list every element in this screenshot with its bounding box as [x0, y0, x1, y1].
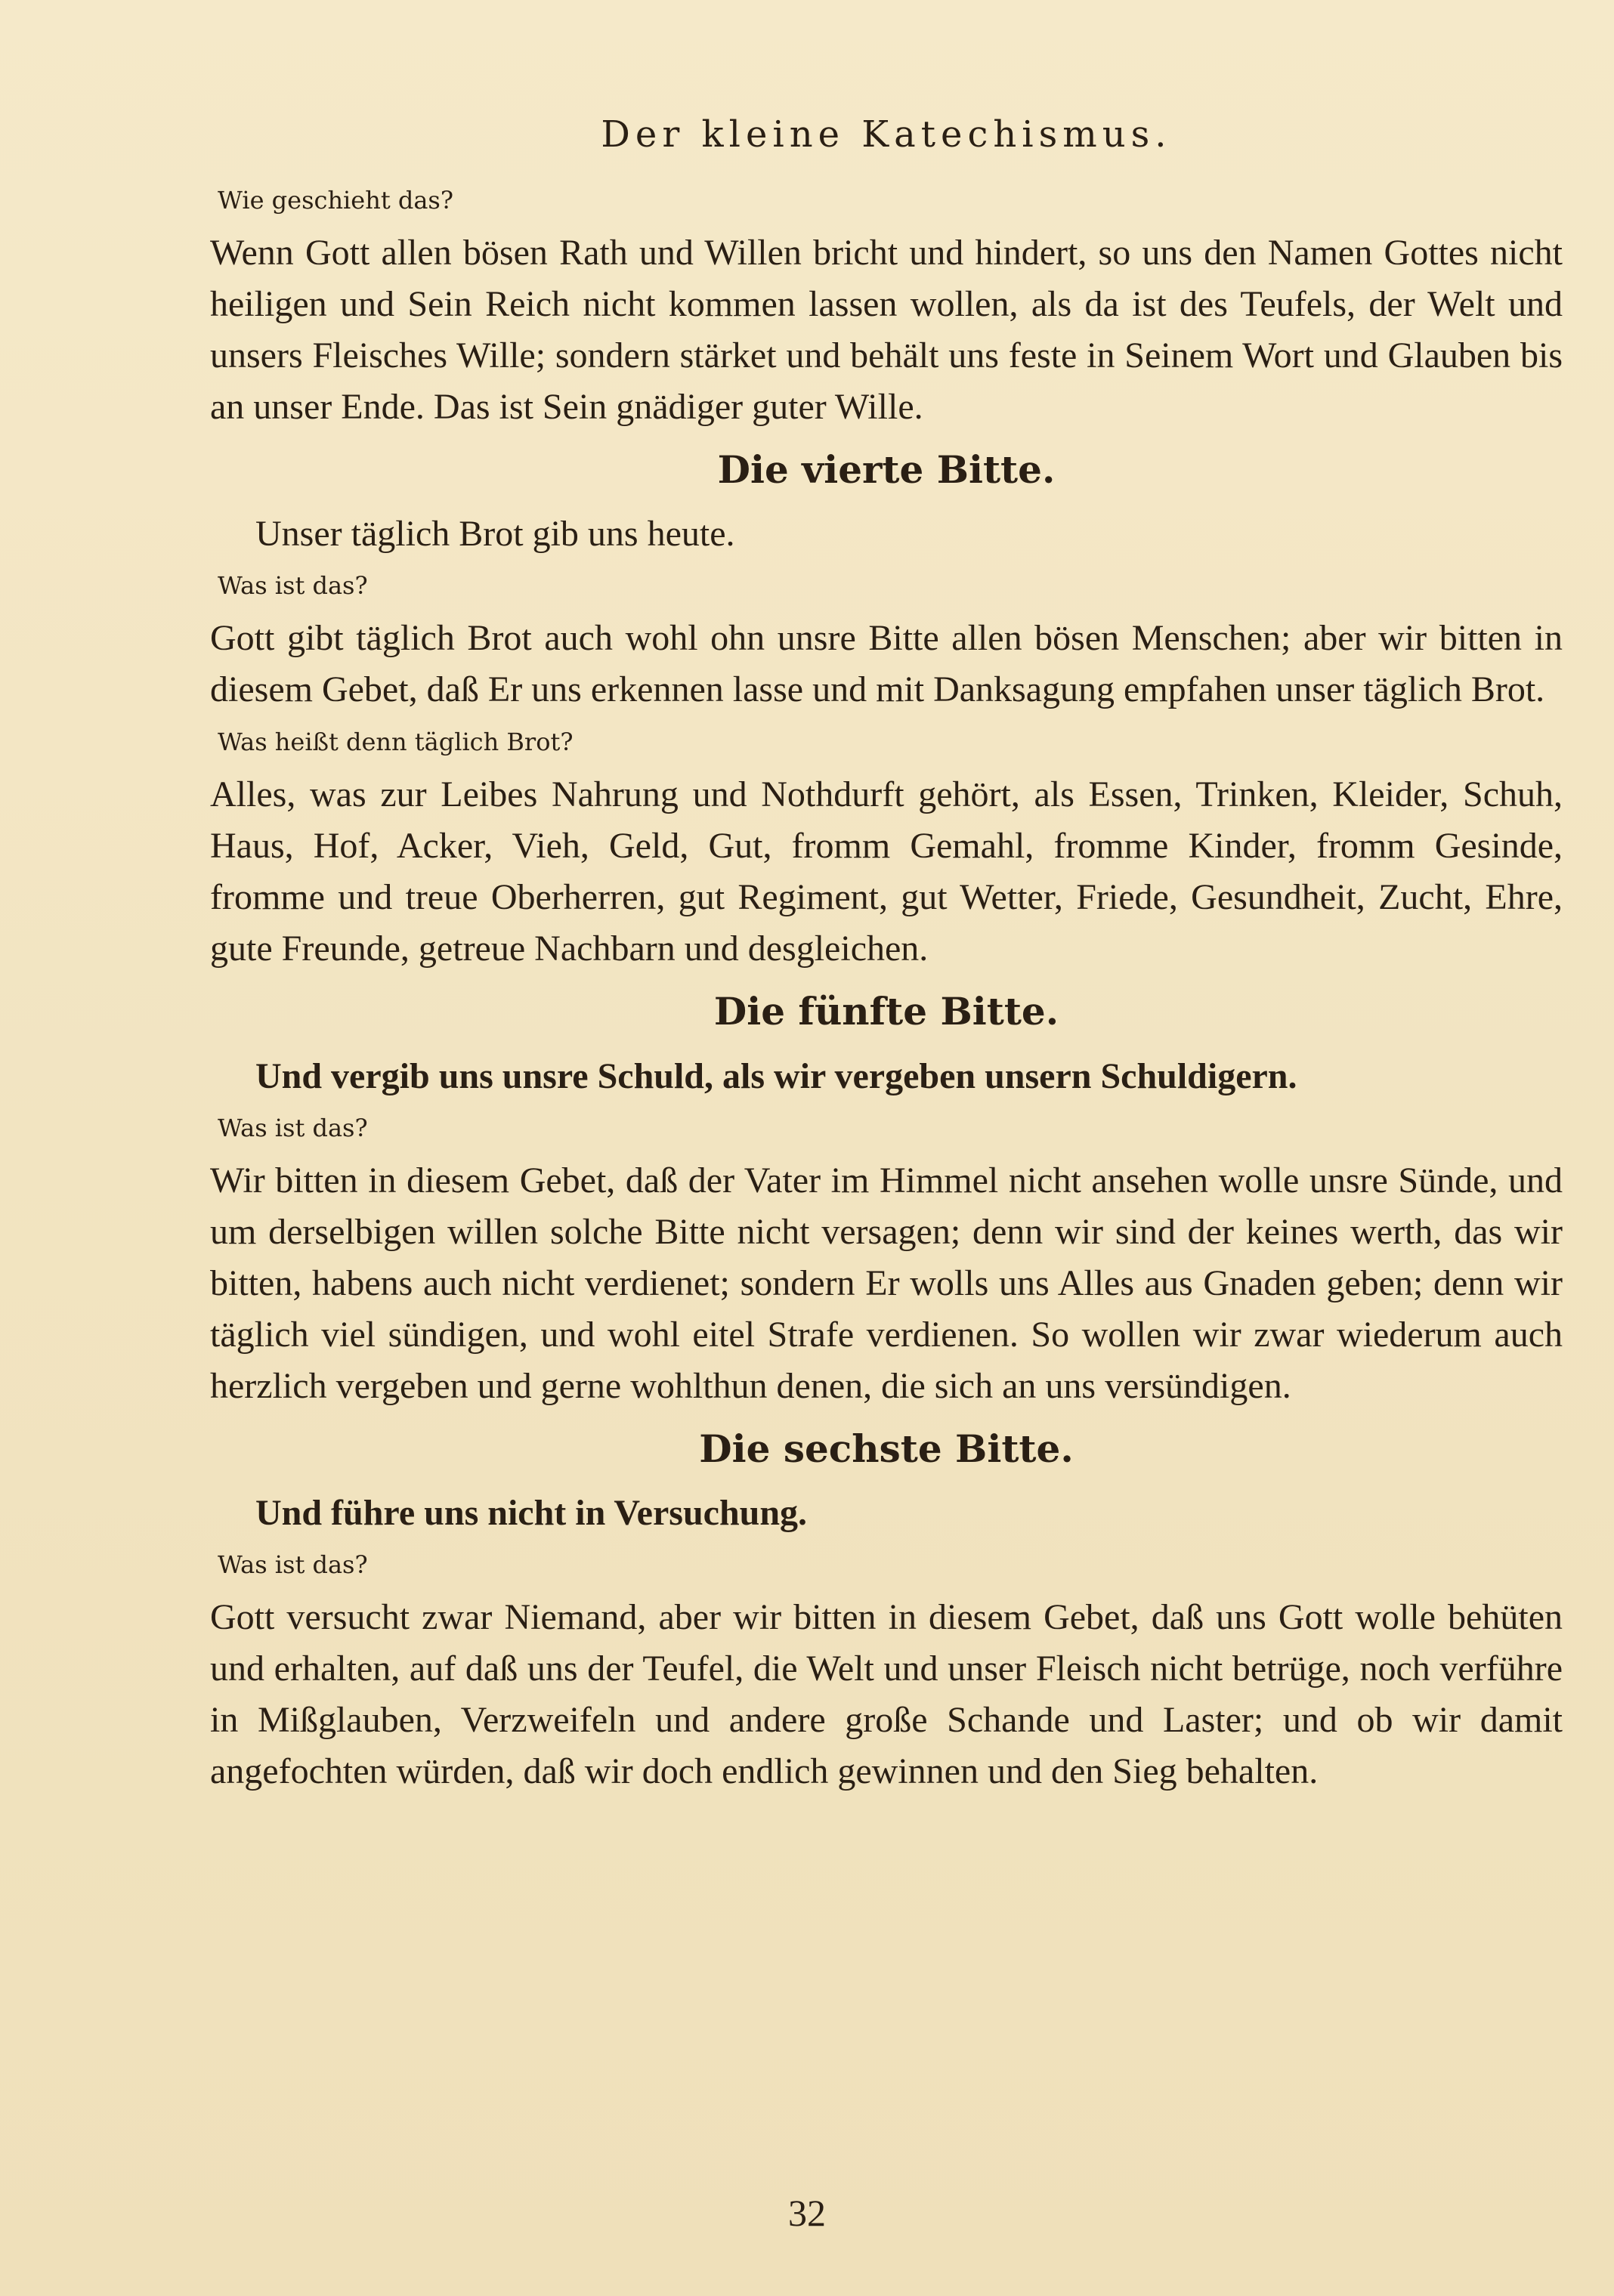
question-fourth-1: Was ist das?: [218, 571, 368, 601]
question-sixth: Was ist das?: [218, 1550, 368, 1580]
answer-fifth: Wir bitten in diesem Gebet, daß der Vater im Himmel nicht ansehen wolle unsre Sünde, und um derselbigen willen solche Bitte nicht versagen; denn wir sind der keines werth, das wir bitten, habens auch nicht verdienet; sondern Er wolls uns Alles aus Gnaden geben; denn wir täglich viel sündigen, und wohl eitel Strafe verdienen. So wollen wir zwar wiederum auch herzlich vergeben und gerne wohlthun denen, die sich an uns versündigen.: [210, 1160, 1563, 1406]
heading-fourth-petition: Die vierte Bitte.: [717, 447, 1056, 492]
answer-intro: Wenn Gott allen bösen Rath und Willen bricht und hindert, so uns den Namen Gottes nicht heiligen und Sein Reich nicht kommen lassen wollen, als da ist des Teufels, der Welt und unsers Fleisches Wille; sondern stärket und behält uns feste in Seinem Wort und Glauben bis an unser Ende. Das ist Sein gnädiger guter Wille.: [210, 232, 1563, 427]
question-fourth-2: Was heißt denn täglich Brot?: [218, 728, 574, 757]
petition-fifth: Und vergib uns unsre Schuld, als wir vergeben unsern Schuldigern.: [255, 1055, 1297, 1096]
question-intro: Wie geschieht das?: [218, 185, 453, 215]
petition-sixth: Und führe uns nicht in Versuchung.: [255, 1493, 808, 1534]
heading-sixth-petition: Die sechste Bitte.: [699, 1426, 1074, 1471]
heading-fifth-petition: Die fünfte Bitte.: [713, 989, 1059, 1034]
question-fifth: Was ist das?: [218, 1113, 368, 1142]
page-number: 32: [788, 2192, 826, 2234]
running-head: Der kleine Katechismus.: [601, 113, 1172, 156]
petition-fourth: Unser täglich Brot gib uns heute.: [255, 514, 735, 555]
answer-sixth: Gott versucht zwar Niemand, aber wir bitten in diesem Gebet, daß uns Gott wolle behüten und erhalten, auf daß uns der Teufel, die Welt und unser Fleisch nicht betrüge, noch verführe in Mißglauben, Verzweifeln und andere große Schande und Laster; und ob wir damit angefochten würden, daß wir doch endlich gewinnen und den Sieg behalten.: [210, 1597, 1563, 1792]
answer-fourth-1: Gott gibt täglich Brot auch wohl ohn unsre Bitte allen bösen Menschen; aber wir bitten in diesem Gebet, daß Er uns erkennen lasse und mit Danksagung empfahen unser täglich Brot.: [210, 618, 1563, 710]
page-content: [210, 113, 1563, 1808]
answer-fourth-2: Alles, was zur Leibes Nahrung und Nothdurft gehört, als Essen, Trinken, Kleider, Schuh, Haus, Hof, Acker, Vieh, Geld, Gut, fromm Gemahl, fromme Kinder, fromm Gesinde, fromme und treue Oberherren, gut Regiment, gut Wetter, Friede, Gesundheit, Zucht, Ehre, gute Freunde, getreue Nachbarn und desgleichen.: [210, 774, 1563, 969]
